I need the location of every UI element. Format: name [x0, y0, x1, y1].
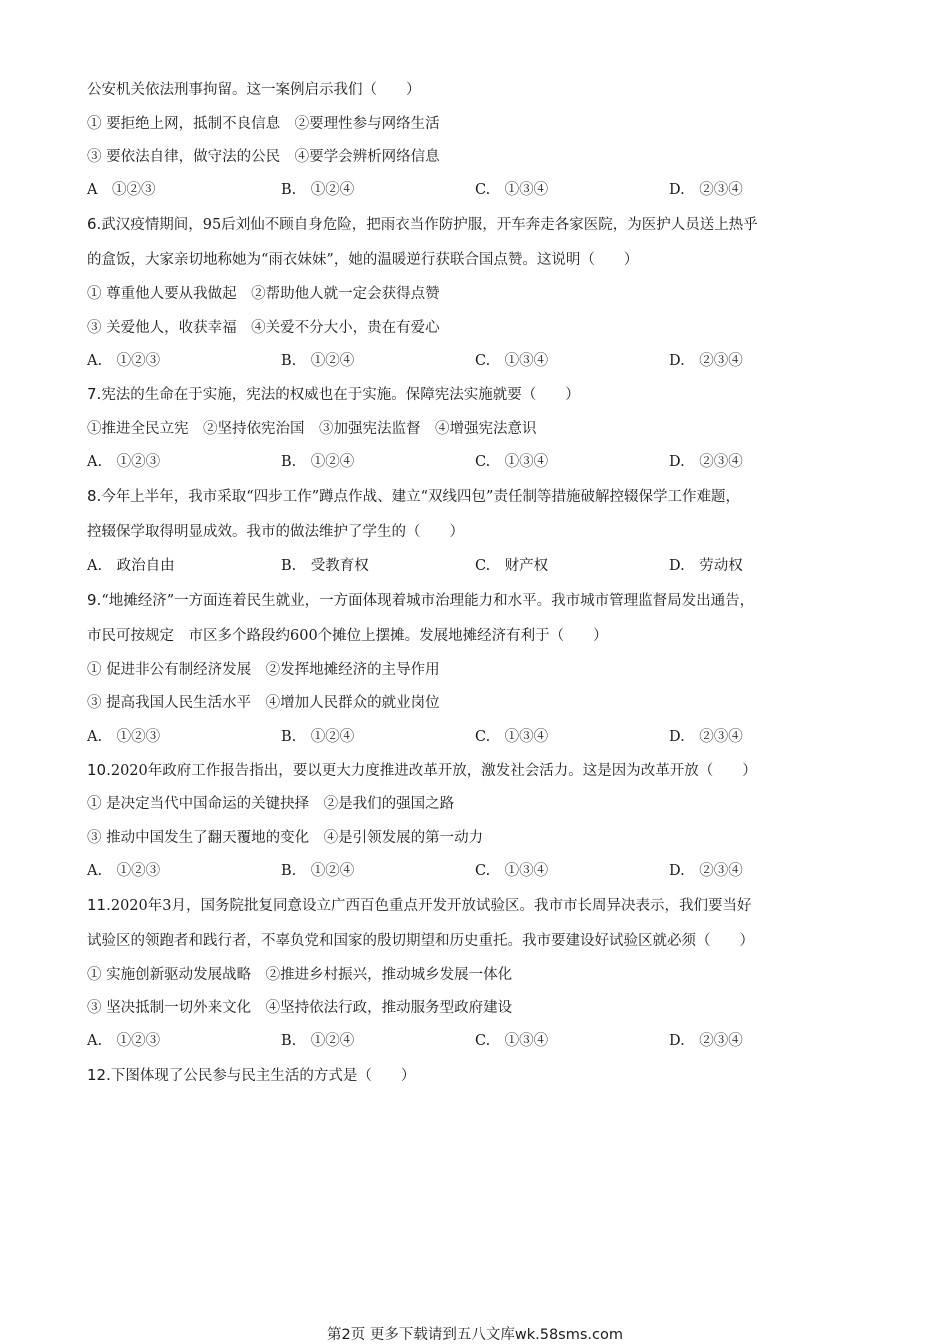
question-6-stem-2: 的盒饭，大家亲切地称她为“雨衣妹妹”，她的温暖逆行获联合国点赞。这说明（ ）	[87, 252, 639, 268]
choice-d: D. ②③④	[669, 353, 743, 369]
question-7-stem	[87, 384, 580, 405]
question-number: 6.	[87, 215, 102, 233]
question-text: 2020年政府工作报告指出，要以更大力度推进改革开放，激发社会活力。这是因为改革开放（ ）	[110, 763, 757, 779]
question-text: “地摊经济”一方面连着民生就业，一方面体现着城市治理能力和水平。我市城市管理监督局发出通告，	[101, 593, 755, 609]
question-10-statements-1: ① 是决定当代中国命运的关键抉择 ②是我们的强国之路	[87, 796, 455, 812]
choice-a: A. ①②③	[87, 729, 161, 745]
question-11-statements-2: ③ 坚决抵制一切外来文化 ④坚持依法行政，推动服务型政府建设	[87, 1000, 513, 1016]
choice-a: A. ①②③	[87, 1033, 161, 1049]
choice-c: C. ①③④	[475, 182, 549, 198]
question-6-statements-2: ③ 关爱他人，收获幸福 ④关爱不分大小，贵在有爱心	[87, 320, 440, 336]
question-text: 2020年3月，国务院批复同意设立广西百色重点开发开放试验区。我市市长周异决表示，我们要当好	[110, 898, 752, 914]
question-7-statements: ①推进全民立宪 ②坚持依宪治国 ③加强宪法监督 ④增强宪法意识	[87, 421, 537, 437]
question-11-stem	[87, 895, 751, 916]
question-6-statements-1: ① 尊重他人要从我做起 ②帮助他人就一定会获得点赞	[87, 286, 440, 302]
choice-d: D. ②③④	[669, 863, 743, 879]
choice-a: A ①②③	[87, 182, 156, 198]
question-10-stem	[87, 760, 757, 781]
choice-d: D. ②③④	[669, 454, 743, 470]
choice-c: C. ①③④	[475, 729, 549, 745]
question-number: 10.	[87, 761, 111, 779]
choice-b: B. 受教育权	[281, 558, 369, 574]
question-11-statements-1: ① 实施创新驱动发展战略 ②推进乡村振兴，推动城乡发展一体化	[87, 967, 513, 983]
question-6-stem	[87, 214, 758, 235]
choice-b: B. ①②④	[281, 454, 355, 470]
question-10-statements-2: ③ 推动中国发生了翻天覆地的变化 ④是引领发展的第一动力	[87, 830, 484, 846]
choice-d: D. ②③④	[669, 729, 743, 745]
question-11-stem-2: 试验区的领跑者和践行者，不辜负党和国家的殷切期望和历史重托。我市要建设好试验区就必须（ ）	[87, 933, 754, 949]
question-text: 武汉疫情期间，95后刘仙不顾自身危险，把雨衣当作防护服，开车奔走各家医院，为医护人员送上热乎	[101, 217, 758, 233]
choice-c: C. ①③④	[475, 863, 549, 879]
question-text: 今年上半年，我市采取“四步工作”蹲点作战、建立“双线四包”责任制等措施破解控辍保学工作难题，	[101, 489, 740, 505]
question-5-stem-end: 公安机关依法刑事拘留。这一案例启示我们（ ）	[87, 82, 421, 98]
question-text: 宪法的生命在于实施，宪法的权威也在于实施。保障宪法实施就要（ ）	[101, 387, 580, 403]
question-9-stem-2: 市民可按规定 市区多个路段约600个摊位上摆摊。发展地摊经济有利于（ ）	[87, 628, 608, 644]
choice-b: B. ①②④	[281, 1033, 355, 1049]
choice-c: C. ①③④	[475, 454, 549, 470]
choice-a: A. 政治自由	[87, 558, 175, 574]
question-12-stem	[87, 1065, 415, 1086]
choice-c: C. ①③④	[475, 1033, 549, 1049]
choice-a: A. ①②③	[87, 353, 161, 369]
choice-a: A. ①②③	[87, 454, 161, 470]
choice-b: B. ①②④	[281, 863, 355, 879]
question-number: 12.	[87, 1066, 111, 1084]
question-5-statements-2: ③ 要依法自律，做守法的公民 ④要学会辨析网络信息	[87, 149, 440, 165]
question-number: 7.	[87, 385, 102, 403]
choice-b: B. ①②④	[281, 182, 355, 198]
question-8-stem-2: 控辍保学取得明显成效。我市的做法维护了学生的（ ）	[87, 524, 464, 540]
choice-a: A. ①②③	[87, 863, 161, 879]
page-footer: 第2页 更多下载请到五八文库wk.58sms.com	[327, 1327, 623, 1343]
question-9-statements-1: ① 促进非公有制经济发展 ②发挥地摊经济的主导作用	[87, 662, 440, 678]
choice-b: B. ①②④	[281, 729, 355, 745]
choice-b: B. ①②④	[281, 353, 355, 369]
choice-d: D. ②③④	[669, 182, 743, 198]
question-number: 11.	[87, 896, 111, 914]
question-5-statements-1: ① 要拒绝上网，抵制不良信息 ②要理性参与网络生活	[87, 116, 440, 132]
choice-c: C. 财产权	[475, 558, 549, 574]
question-9-stem	[87, 590, 754, 611]
question-9-statements-2: ③ 提高我国人民生活水平 ④增加人民群众的就业岗位	[87, 695, 440, 711]
question-number: 9.	[87, 591, 102, 609]
choice-c: C. ①③④	[475, 353, 549, 369]
question-text: 下图体现了公民参与民主生活的方式是（ ）	[110, 1068, 416, 1084]
question-number: 8.	[87, 487, 102, 505]
choice-d: D. 劳动权	[669, 558, 743, 574]
question-8-stem	[87, 486, 740, 507]
choice-d: D. ②③④	[669, 1033, 743, 1049]
